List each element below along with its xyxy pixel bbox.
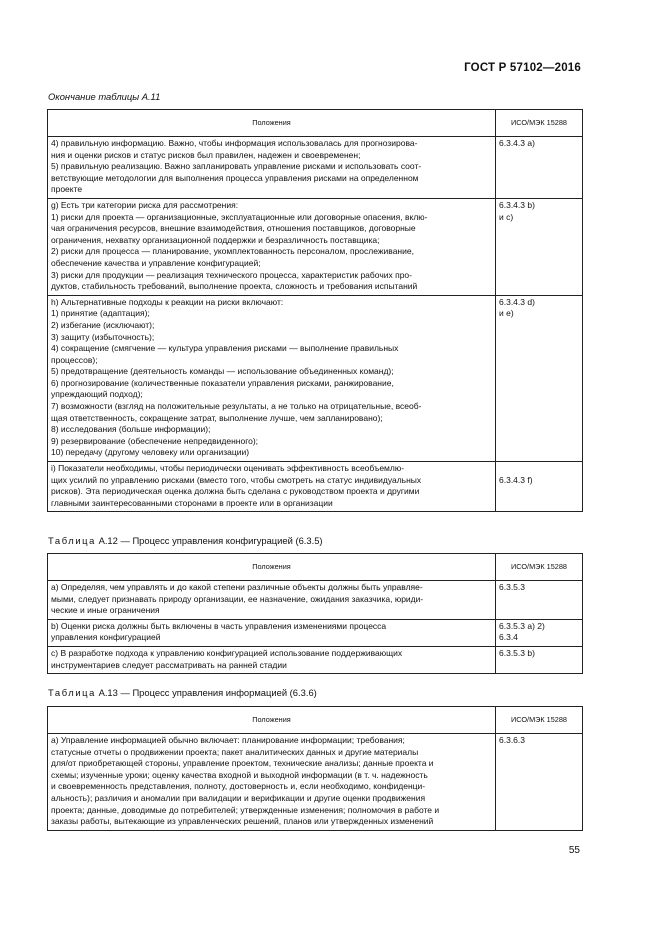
page-number: 55 xyxy=(568,845,580,856)
text-line: схемы; изученные уроки; оценку качества входной и выходной информации (в т. ч. надежность xyxy=(51,769,428,780)
text-line: главными заинтересованными сторонами в проекте или в организации xyxy=(51,497,333,508)
text-line: ограничения, нехватку организационной поддержки и безразличность поставщика; xyxy=(51,234,380,245)
position-cell xyxy=(48,646,496,673)
column-header-iso: ИСО/МЭК 15288 xyxy=(496,554,583,581)
column-header-iso: ИСО/МЭК 15288 xyxy=(496,707,583,734)
position-cell xyxy=(48,462,496,512)
text-line: g) Есть три категории риска для рассмотрения: xyxy=(51,199,239,210)
text-line: чая ограничения ресурсов, внешние взаимодействия, отношения поставщиков, договорные xyxy=(51,223,416,234)
iso-reference: и с) xyxy=(499,211,514,222)
iso-reference: 6.3.5.3 xyxy=(499,582,525,592)
text-line: 3) риски для продукции — реализация технического процесса, характеристик рабочих про- xyxy=(51,269,412,280)
position-cell xyxy=(48,619,496,646)
table-a13-caption xyxy=(48,687,317,698)
iso-reference-cell xyxy=(496,581,583,620)
caption-text: А.13 — Процесс управления информацией (6.3.6) xyxy=(98,687,317,698)
iso-reference-cell xyxy=(496,295,583,461)
iso-reference: 6.3.4.3 d) xyxy=(499,296,535,307)
text-line: 9) резервирование (обеспечение непредвиденного); xyxy=(51,435,259,446)
text-line: проекта; данные, доводимые до потребителей; утвержденные изменения; полномочия в работе и xyxy=(51,804,440,815)
text-line: 1) принятие (адаптация); xyxy=(51,308,150,319)
text-line: 1) риски для проекта — организационные, эксплуатационные или договорные опасения, вклю- xyxy=(51,211,428,222)
text-line: 2) избегание (исключают); xyxy=(51,319,155,330)
position-cell xyxy=(48,734,496,831)
text-line: щая ответственность, сокращение затрат, выполнение лучше, чем запланировано); xyxy=(51,412,383,423)
text-line: 8) исследования (больше информации); xyxy=(51,424,211,435)
column-header-iso: ИСО/МЭК 15288 xyxy=(496,110,583,137)
table-row xyxy=(48,581,583,620)
text-line: 5) правильную реализацию. Важно запланировать управление рисками и использовать соот- xyxy=(51,161,422,172)
iso-reference-cell xyxy=(496,198,583,295)
iso-reference: 6.3.5.3 b) xyxy=(499,647,535,658)
column-header-position: Положения xyxy=(48,110,496,137)
text-line: 2) риски для процесса — планирование, укомплектованность персоналом, прослеживание, xyxy=(51,246,414,257)
table-row xyxy=(48,646,583,673)
standard-code: ГОСТ Р 57102—2016 xyxy=(464,62,581,74)
text-line: инструментариев следует рассматривать на ранней стадии xyxy=(51,659,287,670)
text-line: для/от приобретающей стороны, управление проектом, технические анализы; данные проекта и xyxy=(51,758,434,769)
text-line: упреждающий подход); xyxy=(51,389,143,400)
caption-label: Таблица xyxy=(48,535,96,546)
text-line: 7) возможности (взгляд на положительные результаты, а не только на отрицательные, всеоб- xyxy=(51,401,422,412)
text-line: и своевременность представления, полноту, достоверность и, если необходимо, конфиденци- xyxy=(51,781,426,792)
text-line: процессов); xyxy=(51,354,98,365)
iso-reference-cell xyxy=(496,646,583,673)
position-cell xyxy=(48,295,496,461)
table-row xyxy=(48,619,583,646)
iso-reference: 6.3.4 xyxy=(499,632,518,643)
iso-reference-cell xyxy=(496,619,583,646)
table-row xyxy=(48,734,583,831)
text-line: обеспечение качества и управление конфигурацией; xyxy=(51,257,261,268)
text-line: рисков). Эта периодическая оценка должна быть сделана с руководством проекта и другими xyxy=(51,486,420,497)
table-row xyxy=(48,462,583,512)
table-a12-caption xyxy=(48,535,323,546)
text-line: проекте xyxy=(51,184,83,195)
text-line: альность); различия и аномалии при валидации и верификации и другие оценки продвижения xyxy=(51,792,426,803)
iso-reference-cell xyxy=(496,462,583,512)
text-line: i) Показатели необходимы, чтобы периодически оценивать эффективность всеобъемлю- xyxy=(51,463,405,474)
text-line: щих усилий по управлению рисками (вместо того, чтобы смотреть на статус индивидуальных xyxy=(51,474,422,485)
position-cell xyxy=(48,198,496,295)
text-line: 5) предотвращение (деятельность команды — использование объединенных команд); xyxy=(51,366,394,377)
text-line: b) Оценки риска должны быть включены в часть управления изменениями процесса xyxy=(51,620,387,631)
table-a11-caption: Окончание таблицы А.11 xyxy=(48,91,161,102)
text-line: а) Управление информацией обычно включает: планирование информации; требования; xyxy=(51,735,405,745)
text-line: 3) защиту (избыточность); xyxy=(51,331,155,342)
text-line: 4) сокращение (смягчение — культура управления рисками — выполнение правильных xyxy=(51,343,399,354)
iso-reference: 6.3.5.3 а) 2) xyxy=(499,620,545,631)
text-line: 4) правильную информацию. Важно, чтобы информация использовалась для прогнозирова- xyxy=(51,138,418,148)
iso-reference: и е) xyxy=(499,308,514,319)
text-line: h) Альтернативные подходы к реакции на риски включают: xyxy=(51,296,284,307)
text-line: ния и оценки рисков и статус рисков был правилен, надежен и своевременен; xyxy=(51,149,361,160)
table-a12 xyxy=(47,553,583,674)
text-line: ческие и иные ограничения xyxy=(51,605,160,616)
iso-reference-cell xyxy=(496,734,583,831)
text-line: заказы работы, вытекающие из управленческих решений, планов или утвержденных изменений xyxy=(51,816,434,827)
text-line: 6) прогнозирование (количественные показатели управления рисками, ранжирование, xyxy=(51,377,394,388)
table-row xyxy=(48,295,583,461)
text-line: дуктов, стабильность требований, выполнение проекта, сложность и требования испытаний xyxy=(51,281,418,292)
iso-reference: 6.3.6.3 xyxy=(499,735,525,745)
table-row xyxy=(48,198,583,295)
caption-label: Таблица xyxy=(48,687,96,698)
column-header-position: Положения xyxy=(48,554,496,581)
position-cell xyxy=(48,581,496,620)
iso-reference: 6.3.4.3 а) xyxy=(499,138,535,148)
text-line: с) В разработке подхода к управлению конфигурацией использование поддерживающих xyxy=(51,647,403,658)
text-line: 10) передачу (другому человеку или организации) xyxy=(51,447,250,458)
table-row xyxy=(48,137,583,199)
iso-reference: 6.3.4.3 f) xyxy=(499,474,533,485)
iso-reference: 6.3.4.3 b) xyxy=(499,199,535,210)
position-cell xyxy=(48,137,496,199)
text-line: мыми, следует признавать природу организации, ее назначение, ожидания заказчика, юриди- xyxy=(51,593,424,604)
iso-reference-cell xyxy=(496,137,583,199)
text-line: а) Определяя, чем управлять и до какой степени различные объекты должны быть управляе- xyxy=(51,582,423,592)
text-line: статусные отчеты о продвижении проекта; пакет аналитических данных и другие материалы xyxy=(51,746,419,757)
table-a13 xyxy=(47,706,583,831)
iso-reference xyxy=(499,463,579,475)
text-line: ветствующие методологии для выполнения процесса управления рисками на определенном xyxy=(51,172,419,183)
table-a11 xyxy=(47,109,583,512)
text-line: управления конфигурацией xyxy=(51,632,161,643)
caption-text: А.12 — Процесс управления конфигурацией (6.3.5) xyxy=(98,535,323,546)
column-header-position: Положения xyxy=(48,707,496,734)
